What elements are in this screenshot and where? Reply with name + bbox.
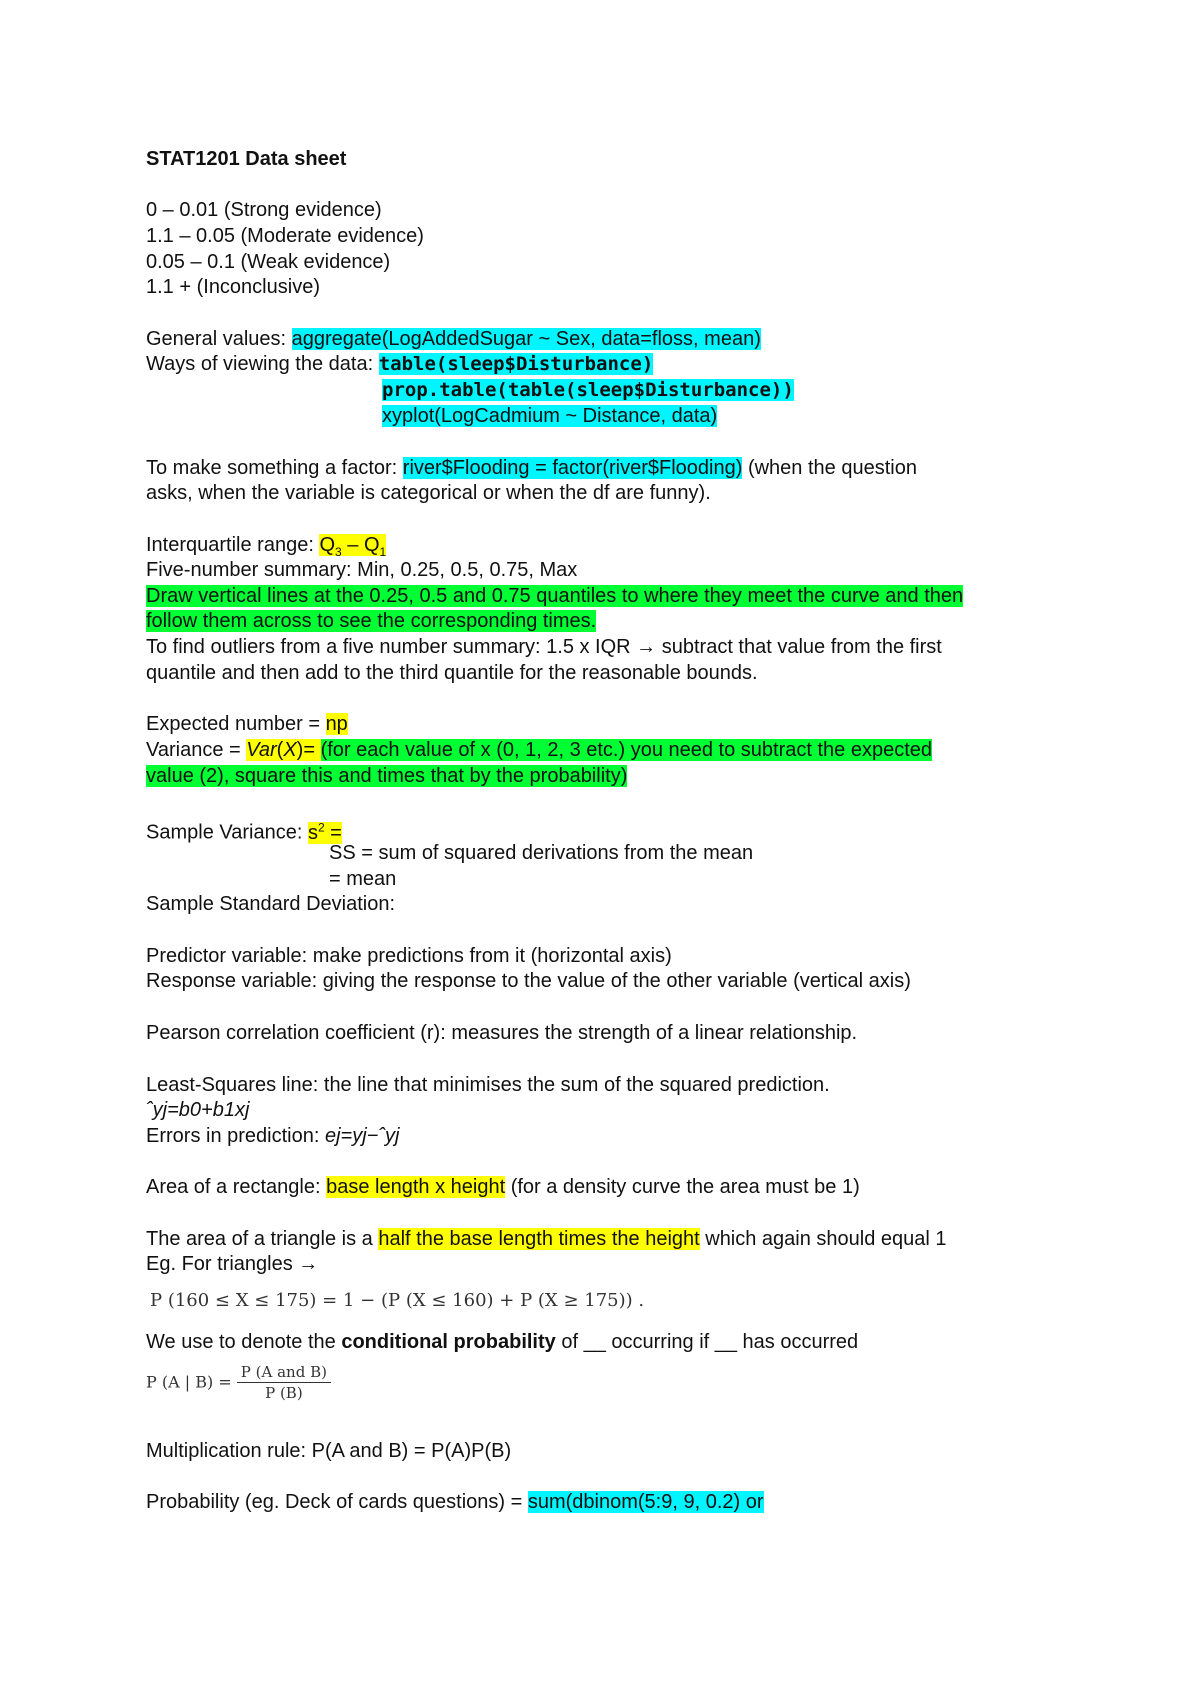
page-title: STAT1201 Data sheet <box>146 148 347 170</box>
factor-line <box>146 455 917 481</box>
conditional-probability-formula: P (A | B) = $\frac{\text{P (A and B)}}{P (B)}$ <box>146 1362 331 1403</box>
sample-variance-line: Sample Variance: $s^2$ = <box>146 820 342 844</box>
variance-line1: Variance = Var(X)= (for each value of x (0, 1, 2, 3 etc.) you need to subtract the expected <box>146 739 933 761</box>
variance-formula: Var(X)= <box>246 739 321 761</box>
response-line: Response variable: giving the response to the value of the other variable (vertical axis) <box>146 970 911 992</box>
errors-line: Errors in prediction: ej=yj−ˆyj <box>146 1125 400 1147</box>
conditional-probability-term: conditional probability <box>341 1331 556 1353</box>
least-squares-line: Least-Squares line: the line that minimises the sum of the squared prediction. <box>146 1074 830 1096</box>
vertical-lines-text-2: follow them across to see the corresponding times. <box>146 610 597 632</box>
triangle-example-line: Eg. For triangles → <box>146 1253 319 1275</box>
outliers-line2: quantile and then add to the third quantile for the reasonable bounds. <box>146 662 758 684</box>
viewing-code-prop-table: prop.table(table(sleep$Disturbance)) <box>382 379 794 401</box>
vertical-lines-text-1: Draw vertical lines at the 0.25, 0.5 and 0.75 quantiles to where they meet the curve and then <box>146 585 964 607</box>
iqr-formula: $Q_3 - Q_1$ <box>319 534 387 559</box>
viewing-code-xyplot-line <box>382 403 717 429</box>
viewing-code-xyplot: xyplot(LogCadmium ~ Distance, data) <box>382 405 718 427</box>
conditional-probability-line: We use to denote the conditional probability of __ occurring if __ has occurred <box>146 1331 859 1353</box>
factor-code: river$Flooding = factor(river$Flooding) <box>402 457 743 479</box>
factor-note-line2: asks, when the variable is categorical or when the df are funny). <box>146 482 711 504</box>
five-number-summary: Five-number summary: Min, 0.25, 0.5, 0.75, Max <box>146 559 578 581</box>
rectangle-formula: base length x height <box>326 1176 506 1198</box>
outliers-line1: To find outliers from a five number summary: 1.5 x IQR → subtract that value from the first <box>146 636 942 658</box>
evidence-strong: 0 – 0.01 (Strong evidence) <box>146 199 382 221</box>
viewing-line <box>146 351 653 377</box>
pearson-line: Pearson correlation coefficient (r): measures the strength of a linear relationship. <box>146 1022 858 1044</box>
multiplication-rule: Multiplication rule: P(A and B) = P(A)P(B) <box>146 1440 512 1462</box>
arrow-right-icon: → <box>636 636 657 658</box>
variance-description-1: (for each value of x (0, 1, 2, 3 etc.) you need to subtract the expected <box>320 739 933 761</box>
probability-line: Probability (eg. Deck of cards questions) = sum(dbinom(5:9, 9, 0.2) or <box>146 1491 764 1513</box>
arrow-right-icon: → <box>298 1253 319 1275</box>
triangle-line: The area of a triangle is a half the base length times the height which again should equal 1 <box>146 1228 947 1250</box>
rectangle-line: Area of a rectangle: base length x height (for a density curve the area must be 1) <box>146 1176 860 1198</box>
triangle-probability-formula: P (160 ≤ X ≤ 175) = 1 − (P (X ≤ 160) + P (X ≥ 175)) . <box>150 1290 645 1311</box>
errors-equation: ej=yj−ˆyj <box>324 1125 400 1147</box>
expected-number-value: np <box>325 713 348 735</box>
least-squares-equation: ˆyj=b0+b1xj <box>146 1099 250 1121</box>
evidence-moderate: 1.1 – 0.05 (Moderate evidence) <box>146 225 424 247</box>
sample-variance-ss: SS = sum of squared derivations from the mean <box>329 842 754 864</box>
evidence-inconclusive: 1.1 + (Inconclusive) <box>146 276 320 298</box>
sample-variance-formula: $s^2$ = <box>307 820 342 844</box>
variance-line2: value (2), square this and times that by the probability) <box>146 765 628 787</box>
factor-label: To make something a factor: <box>146 457 403 479</box>
iqr-label: Interquartile range: <box>146 534 320 556</box>
factor-note: (when the question <box>742 457 917 479</box>
sample-sd-label: Sample Standard Deviation: <box>146 893 396 915</box>
predictor-line: Predictor variable: make predictions from it (horizontal axis) <box>146 945 672 967</box>
viewing-label: Ways of viewing the data: <box>146 353 379 375</box>
evidence-weak: 0.05 – 0.1 (Weak evidence) <box>146 251 391 273</box>
probability-code: sum(dbinom(5:9, 9, 0.2) or <box>527 1491 764 1513</box>
general-values-label: General values: <box>146 328 292 350</box>
sample-variance-mean: = mean <box>329 868 397 890</box>
general-values-line <box>146 326 761 352</box>
viewing-code-prop-table-line <box>382 377 794 403</box>
viewing-code-table: table(sleep$Disturbance) <box>378 353 654 375</box>
general-values-code: aggregate(LogAddedSugar ~ Sex, data=floss, mean) <box>291 328 761 350</box>
expected-number-line: Expected number = np <box>146 713 348 735</box>
triangle-formula: half the base length times the height <box>378 1228 700 1250</box>
